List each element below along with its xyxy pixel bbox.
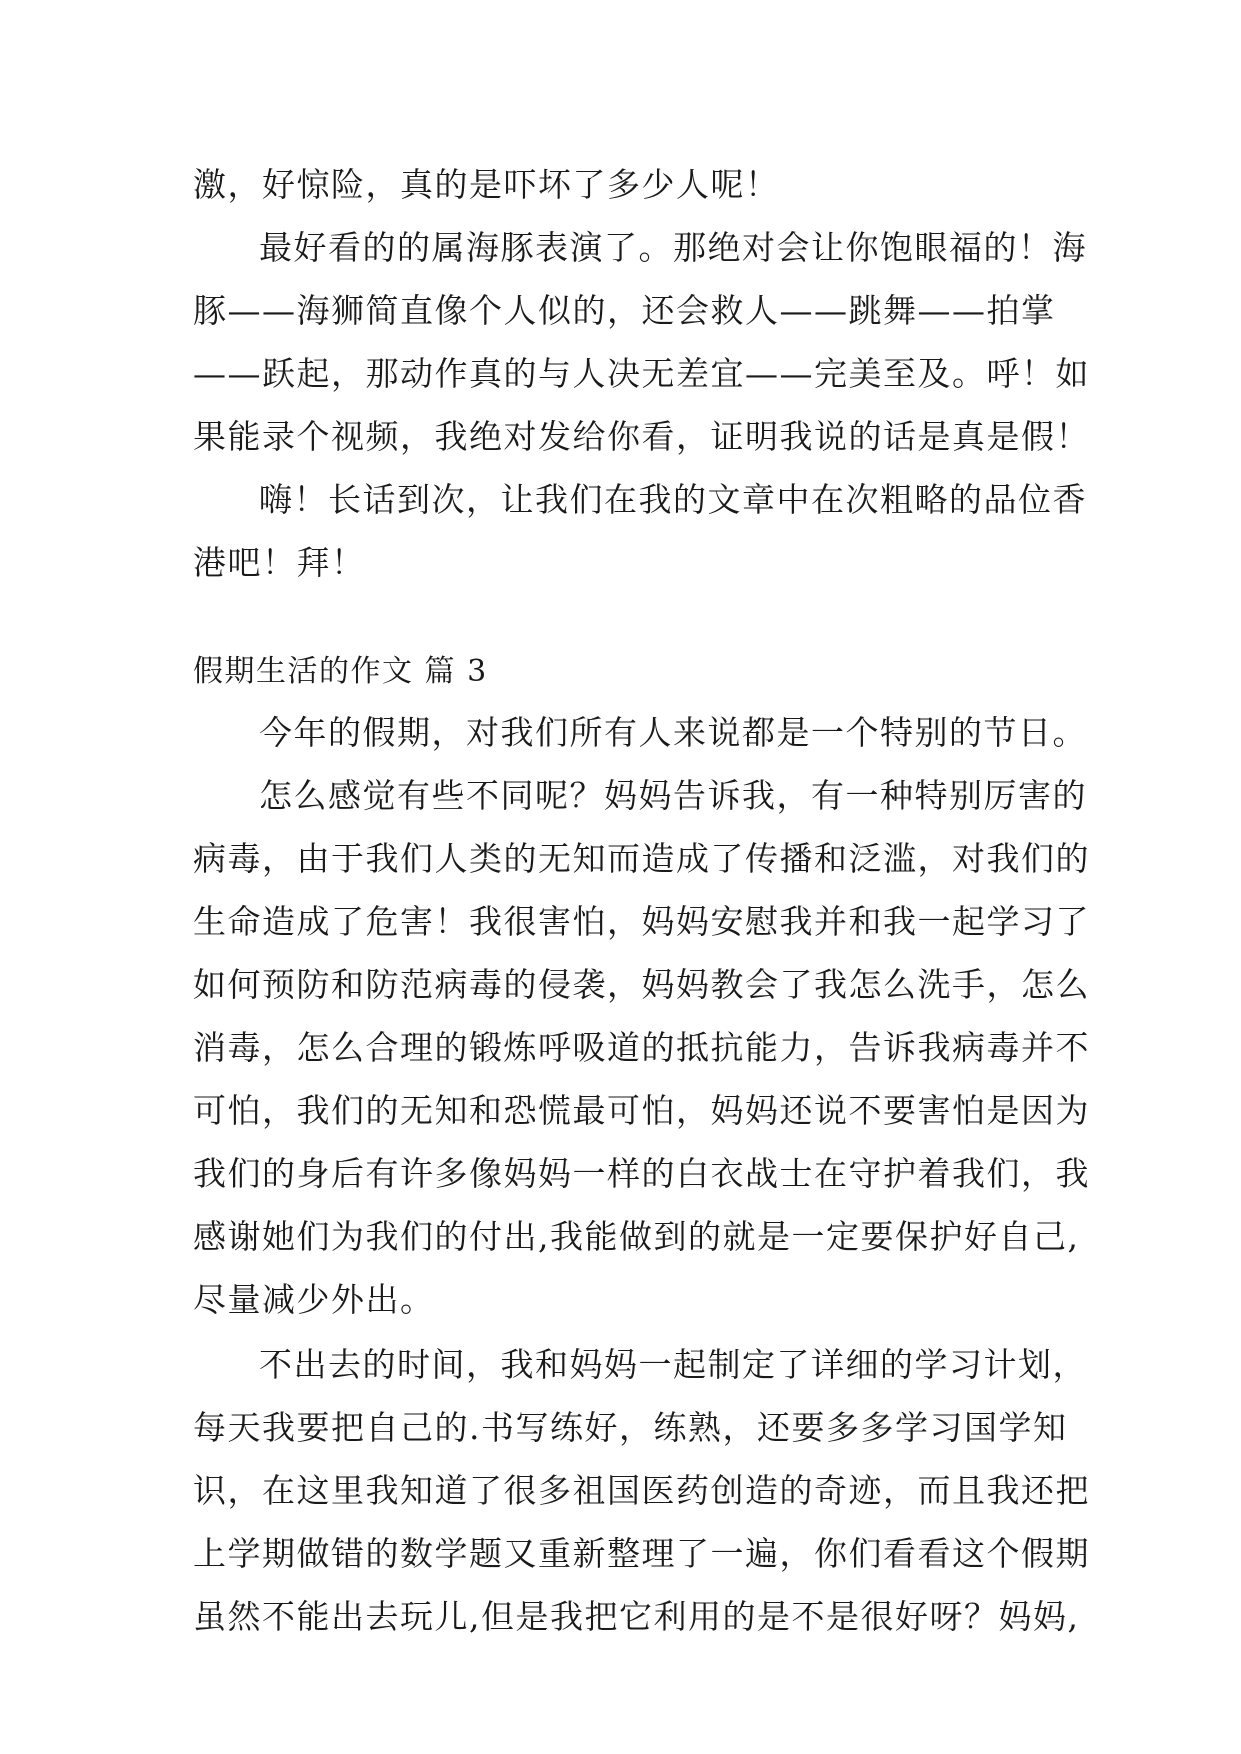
section-heading: 假期生活的作文 篇 3 <box>193 654 488 689</box>
paragraph-line: 不出去的时间，我和妈妈一起制定了详细的学习计划， <box>259 1345 1087 1384</box>
paragraph-line: 病毒，由于我们人类的无知而造成了传播和泛滥，对我们的 <box>193 839 1090 878</box>
paragraph-line: 豚——海狮简直像个人似的，还会救人——跳舞——拍掌 <box>193 291 1056 330</box>
paragraph-line: 虽然不能出去玩儿,但是我把它利用的是不是很好呀？妈妈, <box>193 1597 1080 1636</box>
paragraph-line: 怎么感觉有些不同呢？妈妈告诉我，有一种特别厉害的 <box>259 776 1087 815</box>
paragraph-line: 最好看的的属海豚表演了。那绝对会让你饱眼福的！海 <box>259 228 1087 267</box>
paragraph-line: 嗨！长话到次，让我们在我的文章中在次粗略的品位香 <box>259 480 1087 519</box>
paragraph-line: 可怕，我们的无知和恐慌最可怕，妈妈还说不要害怕是因为 <box>193 1091 1090 1130</box>
paragraph-line: 感谢她们为我们的付出,我能做到的就是一定要保护好自己, <box>193 1217 1080 1256</box>
paragraph-line: 识，在这里我知道了很多祖国医药创造的奇迹，而且我还把 <box>193 1471 1090 1510</box>
paragraph-line: ——跃起，那动作真的与人决无差宜——完美至及。呼！如 <box>193 354 1090 393</box>
paragraph-line: 生命造成了危害！我很害怕，妈妈安慰我并和我一起学习了 <box>193 902 1090 941</box>
paragraph-line: 果能录个视频，我绝对发给你看，证明我说的话是真是假！ <box>193 417 1090 456</box>
paragraph-line: 尽量减少外出。 <box>193 1280 435 1319</box>
paragraph-line: 今年的假期，对我们所有人来说都是一个特别的节日。 <box>259 713 1087 752</box>
paragraph-line: 上学期做错的数学题又重新整理了一遍，你们看看这个假期 <box>193 1534 1090 1573</box>
paragraph-line: 港吧！拜！ <box>193 543 366 582</box>
paragraph-line: 激，好惊险，真的是吓坏了多少人呢！ <box>193 165 780 204</box>
paragraph-line: 如何预防和防范病毒的侵袭，妈妈教会了我怎么洗手，怎么 <box>193 965 1090 1004</box>
paragraph-line: 消毒，怎么合理的锻炼呼吸道的抵抗能力，告诉我病毒并不 <box>193 1028 1090 1067</box>
paragraph-line: 我们的身后有许多像妈妈一样的白衣战士在守护着我们，我 <box>193 1154 1090 1193</box>
paragraph-line: 每天我要把自己的.书写练好，练熟，还要多多学习国学知 <box>193 1408 1068 1447</box>
